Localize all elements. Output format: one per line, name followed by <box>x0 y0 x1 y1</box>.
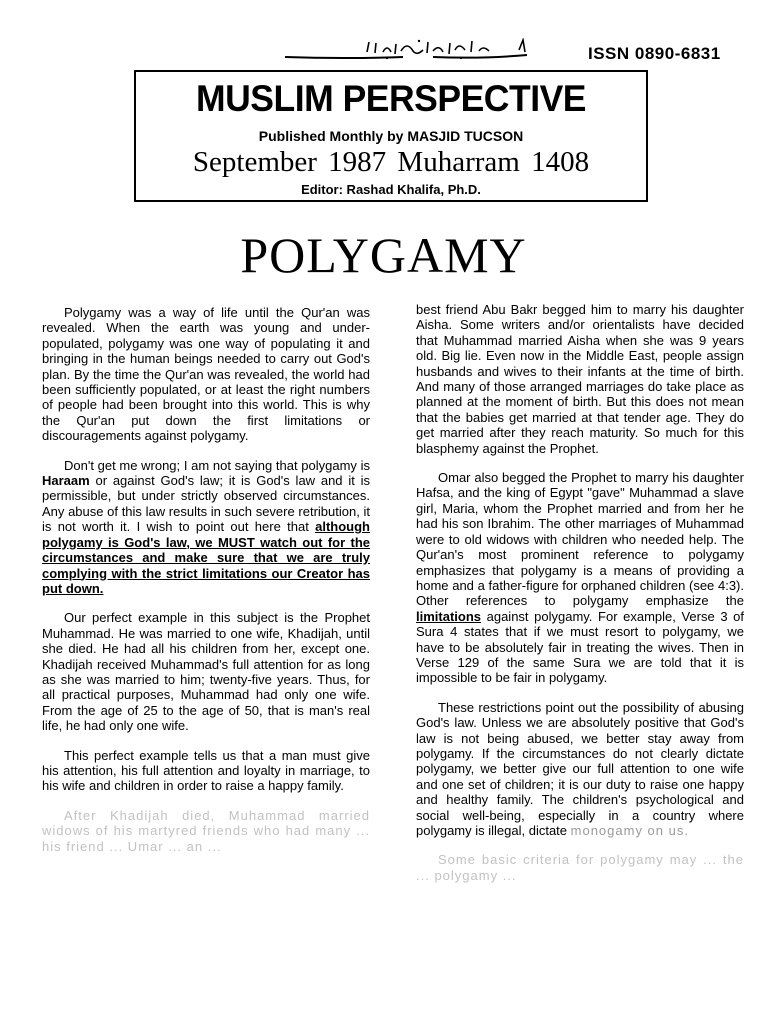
right-column <box>416 302 744 897</box>
emphasis-haraam: Haraam <box>42 473 90 489</box>
paragraph: best friend Abu Bakr begged him to marry his daughter Aisha. Some writers and/or orientalists have decided that Muhammad married Aisha when she was 9 years old. Big lie. Even now in the Middle East, people assign husbands and wives to their infants at the time of birth. And many of those arranged marriages do take place as planned at the moment of birth. But this does not mean that the babies get married at that tender age. They do get married after they reach maturity. So much for this blasphemy against the Prophet. <box>416 302 744 456</box>
paragraph: Omar also begged the Prophet to marry his daughter Hafsa, and the king of Egypt "gave" Muhammad a slave girl, Maria, whom the Prophet married and from her he had his son Ibrahim. The other marriages of Muhammad were to old widows with children who needed help. The Qur'an's most prominent reference to polygamy emphasizes that polygamy is a means of providing a home and a father-figure for orphaned children (see 4:3). Other references to polygamy emphasize the limitations against polygamy. For example, Verse 3 of Sura 4 states that if we must resort to polygamy, we have to be absolutely fair in treating the wives. Then in Verse 129 of the same Sura we are told that it is impossible to be fair in polygamy. <box>416 470 744 686</box>
underlined-limitations: limitations <box>416 608 482 624</box>
paragraph: This perfect example tells us that a man must give his attention, his full attention and loyalty in marriage, to his wife and children in order to raise a happy family. <box>42 747 370 794</box>
faded-paragraph: Some basic criteria for polygamy may ... the ... polygamy ... <box>416 852 744 883</box>
article-headline: POLYGAMY <box>240 227 527 283</box>
left-column <box>42 305 370 868</box>
issn-number: ISSN 0890-6831 <box>588 44 721 63</box>
issue-date: September 1987 Muharram 1408 <box>192 146 590 178</box>
paragraph: Don't get me wrong; I am not saying that polygamy is Haraam or against God's law; it is God's law and it is permissible, but under strictly observed circumstances. Any abuse of this law results in such severe retribution, it is not worth it. I wish to point out here that although polygamy is God's law, we MUST watch out for the circumstances and make sure that we are truly complying with the strict limitations our Creator has put down. <box>42 457 370 596</box>
editor-line: Editor: Rashad Khalifa, Ph.D. <box>301 182 481 197</box>
bismillah-calligraphy-icon <box>283 38 531 62</box>
paragraph: Our perfect example in this subject is the Prophet Muhammad. He was married to one wife, Khadijah, until she died. He had all his children from her, except one. Khadijah received Muhammad's full attention for as long as she was married to him; twenty-five years. Thus, for all practical purposes, Muhammad had only one wife. From the age of 25 to the age of 50, that is man's real life, he had only one wife. <box>42 610 370 734</box>
publisher-line: Published Monthly by MASJID TUCSON <box>258 128 524 144</box>
underlined-emphasis: although polygamy is God's law, we MUST watch out for the circumstances and make sure that we are truly complying with the strict limitations our Creator has put down. <box>42 519 370 596</box>
publication-title: MUSLIM PERSPECTIVE <box>195 78 587 119</box>
paragraph: Polygamy was a way of life until the Qur'an was revealed. When the earth was young and under-populated, polygamy was one way of populating it and bringing in the human beings needed to carry out God's plan. By the time the Qur'an was revealed, the world had been sufficiently populated, or at least the right numbers of people had been brought into this world. This is why the Qur'an put down the first limitations or discouragements against polygamy. <box>42 305 370 444</box>
masthead-box <box>134 70 648 202</box>
faded-paragraph: After Khadijah died, Muhammad married widows of his martyred friends who had many ... his friend ... Umar ... an ... <box>42 807 370 854</box>
paragraph: These restrictions point out the possibility of abusing God's law. Unless we are absolutely positive that God's law is not being abused, we better stay away from polygamy. If the circumstances do not clearly dictate polygamy, we better give our full attention to one wife and one set of children; it is our duty to raise one happy and healthy family. The children's psychological and social well-being, especially in a country where polygamy is illegal, dictate monogamy on us. <box>416 699 744 838</box>
